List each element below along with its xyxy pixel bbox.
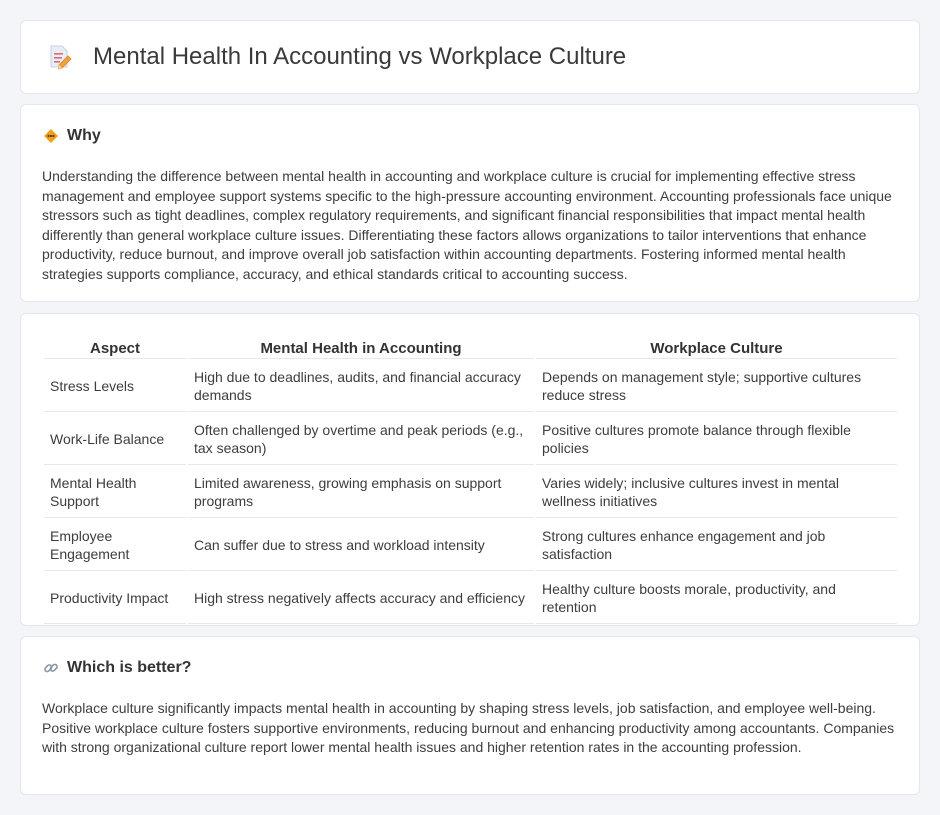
why-paragraph: Understanding the difference between mental health in accounting and workplace culture is crucial for implementing effective stress management and employee support systems specific to the high-pressure accounting environment. Accounting professionals face unique stressors such as tight deadlines, complex regulatory requirements, and significant financial responsibilities that impact mental health differently than general workplace culture issues. Differentiating these factors allows organizations to tailor interventions that enhance productivity, reduce burnout, and improve overall job satisfaction within accounting departments. Fostering informed mental health strategies supports compliance, accuracy, and ethical standards critical to accounting success. xyxy=(42,168,892,282)
table-cell-aspect: Stress Levels xyxy=(44,361,186,412)
title-row xyxy=(45,43,626,71)
table-cell-workplace-culture: Varies widely; inclusive cultures invest in mental wellness initiatives xyxy=(536,467,897,518)
table-cell-workplace-culture: Positive cultures promote balance through flexible policies xyxy=(536,414,897,465)
table-row xyxy=(44,467,897,518)
column-header-mental-health: Mental Health in Accounting xyxy=(188,338,534,359)
table-header-row xyxy=(44,338,897,359)
table-cell-mental-health: Limited awareness, growing emphasis on support programs xyxy=(188,467,534,518)
table-cell-mental-health: Can suffer due to stress and workload intensity xyxy=(188,520,534,571)
table-cell-mental-health: Often challenged by overtime and peak periods (e.g., tax season) xyxy=(188,414,534,465)
table-cell-aspect: Mental Health Support xyxy=(44,467,186,518)
table-cell-workplace-culture: Healthy culture boosts morale, productivity, and retention xyxy=(536,573,897,624)
better-paragraph: Workplace culture significantly impacts mental health in accounting by shaping stress levels, job satisfaction, and employee well-being. Positive workplace culture fosters supportive environments, reducing burnout and enhancing productivity among accountants. Companies with strong organizational culture report lower mental health issues and higher retention rates in the accounting profession. xyxy=(42,700,895,755)
document-pencil-icon xyxy=(45,43,73,71)
title-card xyxy=(20,20,920,94)
why-heading-row xyxy=(43,127,101,145)
link-icon xyxy=(43,660,59,676)
column-header-aspect: Aspect xyxy=(44,338,186,359)
comparison-table xyxy=(42,336,899,626)
table-cell-aspect: Work-Life Balance xyxy=(44,414,186,465)
table-cell-mental-health: High stress negatively affects accuracy and efficiency xyxy=(188,573,534,624)
table-row xyxy=(44,414,897,465)
table-row xyxy=(44,520,897,571)
better-heading-row xyxy=(43,659,191,677)
table-row xyxy=(44,573,897,624)
why-heading: Why xyxy=(67,127,101,144)
which-is-better-section xyxy=(20,636,920,795)
column-header-workplace-culture: Workplace Culture xyxy=(536,338,897,359)
diamond-warning-icon xyxy=(43,128,59,144)
table-cell-workplace-culture: Strong cultures enhance engagement and job satisfaction xyxy=(536,520,897,571)
table-cell-workplace-culture: Depends on management style; supportive cultures reduce stress xyxy=(536,361,897,412)
why-section xyxy=(20,104,920,302)
table-cell-aspect: Productivity Impact xyxy=(44,573,186,624)
table-cell-aspect: Employee Engagement xyxy=(44,520,186,571)
better-heading: Which is better? xyxy=(67,659,192,676)
comparison-section xyxy=(20,313,920,626)
table-cell-mental-health: High due to deadlines, audits, and financial accuracy demands xyxy=(188,361,534,412)
table-row xyxy=(44,361,897,412)
page-title: Mental Health In Accounting vs Workplace Culture xyxy=(93,43,627,70)
